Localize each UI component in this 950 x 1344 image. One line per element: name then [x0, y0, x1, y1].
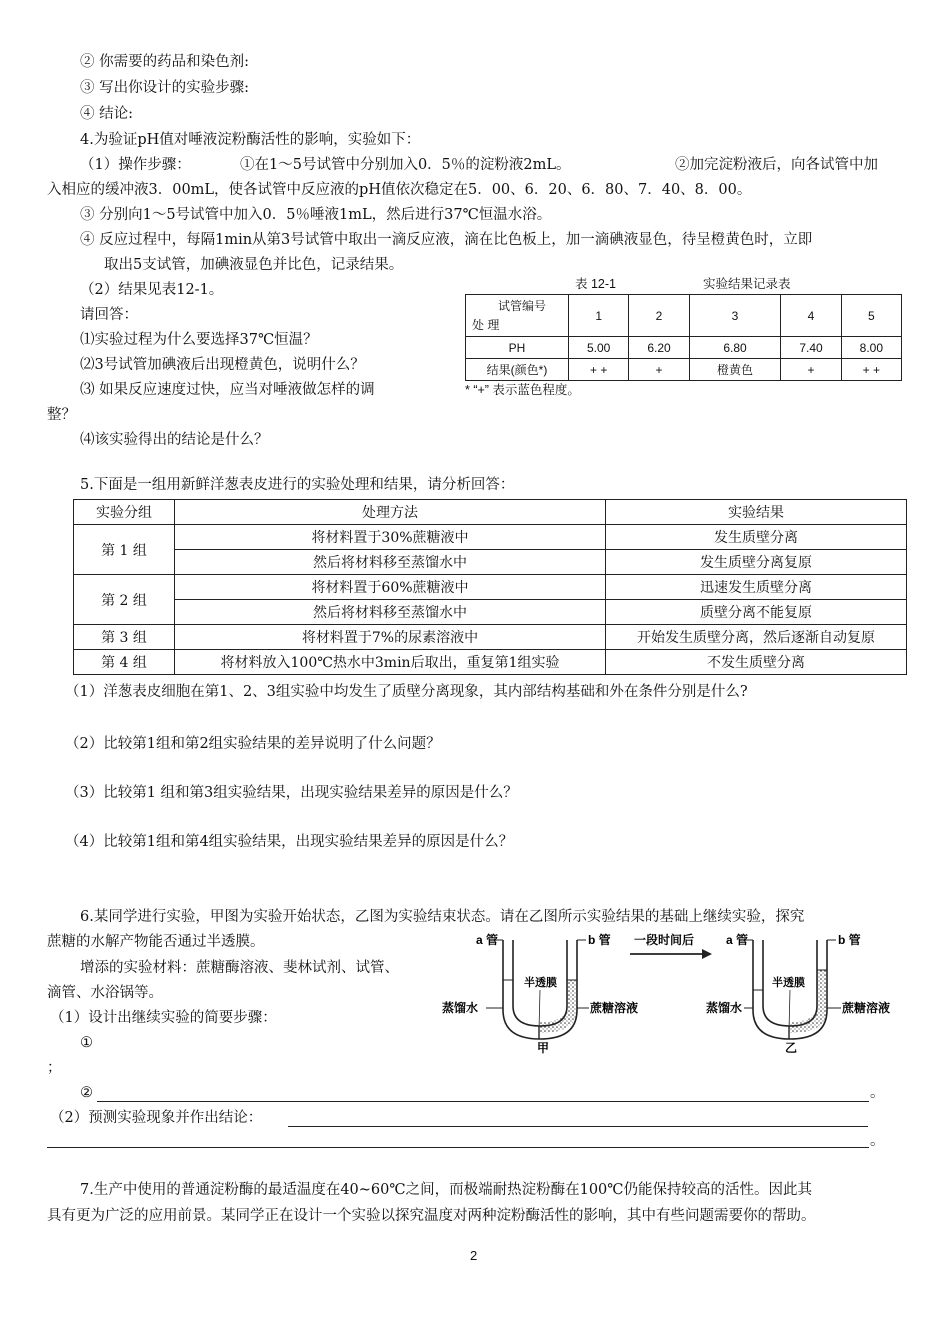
q6-intro-1: 6.某同学进行实验，甲图为实验开始状态，乙图为实验结束状态。请在乙图所示实验结果的基础上继续实验，探究: [80, 909, 805, 925]
q6-semicolon: ；: [47, 1060, 62, 1076]
q5-question-3: （3）比较第1 组和第3组实验结果，出现实验结果差异的原因是什么？: [65, 785, 518, 801]
page-number: 2: [470, 1248, 478, 1263]
q4-step4-line2: 取出5支试管，加碘液显色并比色，记录结果。: [104, 257, 404, 273]
result-cell: 发生质壁分离复原: [606, 550, 907, 575]
q6-predict: （2）预测实验现象并作出结论：: [50, 1110, 263, 1126]
q7-line-2: 具有更为广泛的应用前景。某同学正在设计一个实验以探究温度对两种淀粉酶活性的影响，其中有些问题需要你的帮助。: [47, 1208, 816, 1224]
group-label: 第 2 组: [74, 575, 175, 625]
table-caption-title: 实验结果记录表: [703, 277, 791, 291]
method-cell: 将材料置于7%的尿素溶液中: [175, 625, 606, 650]
q5-intro: 5.下面是一组用新鲜洋葱表皮进行的实验处理和结果，请分析回答：: [80, 477, 515, 493]
result-cell: 不发生质壁分离: [606, 650, 907, 675]
ph-value: 6.20: [629, 337, 689, 359]
tube-number: 4: [781, 295, 841, 337]
q3-line-3: ③ 写出你设计的实验步骤:: [80, 80, 249, 96]
q6-materials-2: 滴管、水浴锅等。: [47, 985, 163, 1001]
fig-b-tube-label-end: b 管: [838, 933, 861, 947]
q7-line-1: 7.生产中使用的普通淀粉酶的最适温度在40~60℃之间，而极端耐热淀粉酶在100℃仍能保持较高的活性。因此其: [80, 1182, 812, 1198]
answer-line[interactable]: [97, 1101, 869, 1102]
q3-line-4: ④ 结论:: [80, 106, 133, 122]
q5-question-4: （4）比较第1组和第4组实验结果，出现实验结果差异的原因是什么？: [65, 834, 514, 850]
method-cell: 将材料置于60%蔗糖液中: [175, 575, 606, 600]
q6-step-1: ①: [80, 1035, 93, 1051]
tube-number: 5: [841, 295, 901, 337]
ph-label: PH: [466, 337, 569, 359]
table-header-bottom: 处 理: [472, 317, 500, 332]
q6-period-2: 。: [870, 1133, 885, 1149]
q3-line-2: ② 你需要的药品和染色剂:: [80, 54, 249, 70]
tube-number: 1: [569, 295, 629, 337]
table-caption-number: 表 12-1: [575, 277, 616, 291]
results-table: [465, 294, 902, 381]
plasmolysis-table: [73, 499, 907, 675]
table-header-cell: [466, 295, 569, 337]
ph-value: 7.40: [781, 337, 841, 359]
q4-step1: ①在1～5号试管中分别加入0．5％的淀粉液2mL。: [240, 157, 571, 173]
result-value: + +: [569, 359, 629, 381]
answer-line[interactable]: [47, 1147, 869, 1148]
group-label: 第 4 组: [74, 650, 175, 675]
result-value: +: [629, 359, 689, 381]
col-header: 处理方法: [175, 500, 606, 525]
q6-intro-2: 蔗糖的水解产物能否通过半透膜。: [47, 934, 265, 950]
method-cell: 然后将材料移至蒸馏水中: [175, 600, 606, 625]
u-tube-start: [448, 940, 577, 1039]
u-tube-end: [753, 940, 827, 1039]
fig-sucrose-label-start: 蔗糖溶液: [590, 1001, 639, 1015]
q4-question-3: ⑶ 如果反应速度过快，应当对唾液做怎样的调: [80, 382, 375, 398]
answer-line[interactable]: [288, 1126, 868, 1127]
result-label: 结果(颜色*): [466, 359, 569, 381]
q4-question-1: ⑴实验过程为什么要选择37℃恒温？: [80, 332, 318, 348]
fig-membrane-label-end: 半透膜: [772, 977, 805, 989]
q4-question-3-cont: 整？: [47, 407, 76, 423]
col-header: 实验结果: [606, 500, 907, 525]
fig-a-tube-label-start: a 管: [476, 933, 499, 947]
q4-step2-start: ②加完淀粉液后，向各试管中加: [675, 157, 878, 173]
result-cell: 质壁分离不能复原: [606, 600, 907, 625]
q4-intro: 4.为验证pH值对唾液淀粉酶活性的影响，实验如下：: [80, 132, 421, 148]
q4-step2-cont: 入相应的缓冲液3．00mL，使各试管中反应液的pH值依次稳定在5．00、6．20、6．80、7．40、8．00。: [47, 182, 752, 198]
result-value: + +: [841, 359, 901, 381]
q4-result-ref: （2）结果见表12-1。: [80, 282, 224, 298]
fig-label-yi: 乙: [785, 1041, 798, 1055]
q5-question-2: （2）比较第1组和第2组实验结果的差异说明了什么问题？: [65, 736, 441, 752]
fig-arrow-head: [702, 949, 712, 959]
fig-a-tube-label-end: a 管: [726, 933, 749, 947]
table-header-top: 试管编号: [498, 298, 547, 313]
group-label: 第 1 组: [74, 525, 175, 575]
fig-arrow-text: 一段时间后: [634, 933, 695, 947]
method-cell: 将材料置于30%蔗糖液中: [175, 525, 606, 550]
tube-number: 2: [629, 295, 689, 337]
result-cell: 发生质壁分离: [606, 525, 907, 550]
col-header: 实验分组: [74, 500, 175, 525]
fig-water-label-end: 蒸馏水: [706, 1001, 743, 1015]
fig-membrane-label-start: 半透膜: [524, 977, 557, 989]
fig-b-tube-label-start: b 管: [588, 933, 611, 947]
q6-materials-1: 增添的实验材料：蔗糖酶溶液、斐林试剂、试管、: [80, 960, 399, 976]
ph-value: 6.80: [689, 337, 781, 359]
method-cell: 将材料放入100℃热水中3min后取出，重复第1组实验: [175, 650, 606, 675]
q5-question-1: （1）洋葱表皮细胞在第1、2、3组实验中均发生了质壁分离现象，其内部结构基础和外在条件分别是什么?: [65, 684, 748, 700]
result-cell: 开始发生质壁分离，然后逐渐自动复原: [606, 625, 907, 650]
result-value: +: [781, 359, 841, 381]
fig-label-jia: 甲: [537, 1041, 550, 1055]
tube-number: 3: [689, 295, 781, 337]
q4-step4-line1: ④ 反应过程中，每隔1min从第3号试管中取出一滴反应液，滴在比色板上，加一滴碘液显色，待呈橙黄色时，立即: [80, 232, 813, 248]
fig-water-label-start: 蒸馏水: [442, 1001, 479, 1015]
table-footnote: * “+” 表示蓝色程度。: [465, 383, 580, 397]
q6-design: （1）设计出继续实验的简要步骤：: [50, 1010, 277, 1026]
method-cell: 然后将材料移至蒸馏水中: [175, 550, 606, 575]
q6-period: 。: [870, 1085, 885, 1101]
fig-sucrose-label-end: 蔗糖溶液: [842, 1001, 891, 1015]
q4-question-2: ⑵3号试管加碘液后出现橙黄色，说明什么？: [80, 357, 365, 373]
ph-value: 5.00: [569, 337, 629, 359]
q6-step-2: ②: [80, 1085, 93, 1101]
u-tube-figure: [440, 930, 920, 1055]
q4-step3: ③ 分别向1～5号试管中加入0．5％唾液1mL，然后进行37℃恒温水浴。: [80, 207, 552, 223]
q4-ask: 请回答：: [80, 307, 138, 323]
q4-step1-label: （1）操作步骤：: [80, 157, 191, 173]
result-cell: 迅速发生质壁分离: [606, 575, 907, 600]
q4-question-4: ⑷该实验得出的结论是什么？: [80, 432, 269, 448]
group-label: 第 3 组: [74, 625, 175, 650]
ph-value: 8.00: [841, 337, 901, 359]
result-value: 橙黄色: [689, 359, 781, 381]
